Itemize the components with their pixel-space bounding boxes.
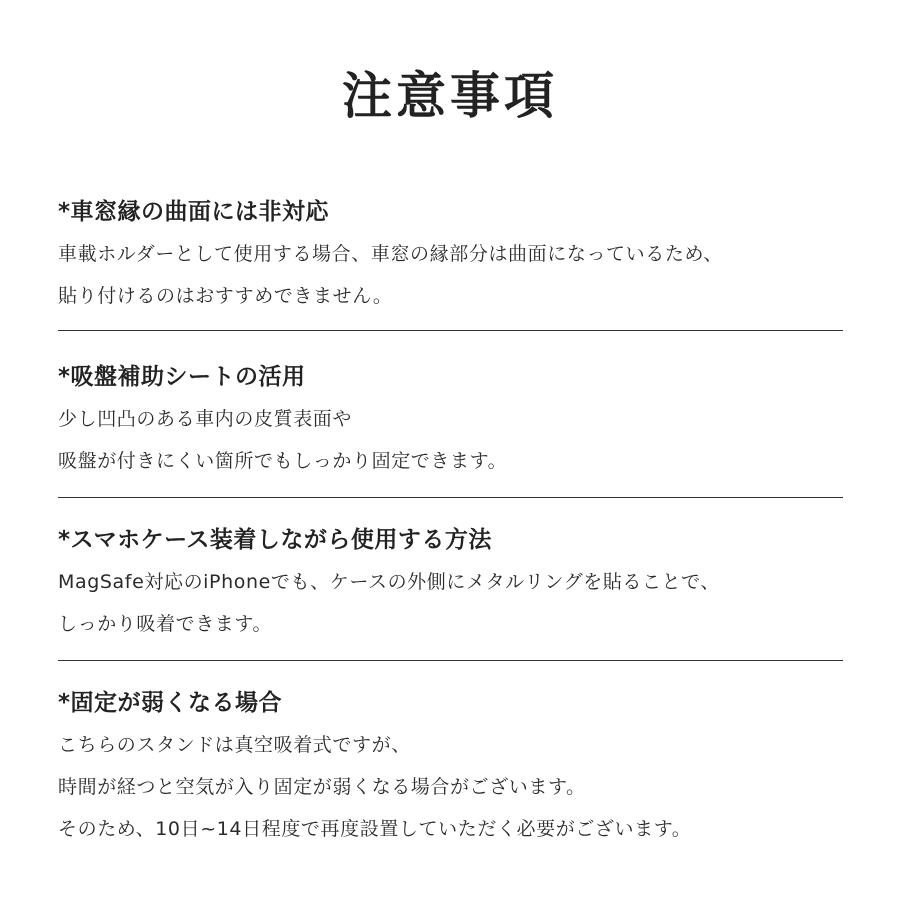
notice-section-curved-window (58, 197, 858, 317)
section-text-line: そのため、10日~14日程度で再度設置していただく必要がございます。 (58, 818, 692, 840)
section-text-line: こちらのスタンドは真空吸着式ですが、 (58, 734, 411, 756)
section-text-line: 吸盤が付きにくい箇所でもしっかり固定できます。 (58, 450, 508, 472)
section-divider (58, 497, 843, 498)
section-text-line: 貼り付けるのはおすすめできません。 (58, 285, 393, 307)
notice-section-suction-sheet (58, 362, 858, 482)
section-heading: *車窓縁の曲面には非対応 (58, 199, 330, 225)
section-heading: *固定が弱くなる場合 (58, 690, 283, 716)
section-divider (58, 330, 843, 331)
section-text-line: MagSafe対応のiPhoneでも、ケースの外側にメタルリングを貼ることで、 (58, 571, 721, 593)
section-text-line: 少し凹凸のある車内の皮質表面や (58, 408, 353, 430)
page-title: 注意事項 (342, 67, 558, 125)
section-text-line: 時間が経つと空気が入り固定が弱くなる場合がございます。 (58, 776, 586, 798)
section-text-line: しっかり吸着できます。 (58, 613, 273, 635)
notice-section-phone-case (58, 525, 858, 645)
section-text-line: 車載ホルダーとして使用する場合、車窓の縁部分は曲面になっているため、 (58, 243, 723, 265)
section-divider (58, 660, 843, 661)
notice-section-weak-fixation (58, 688, 858, 850)
section-heading: *スマホケース装着しながら使用する方法 (58, 527, 492, 553)
section-heading: *吸盤補助シートの活用 (58, 364, 306, 390)
